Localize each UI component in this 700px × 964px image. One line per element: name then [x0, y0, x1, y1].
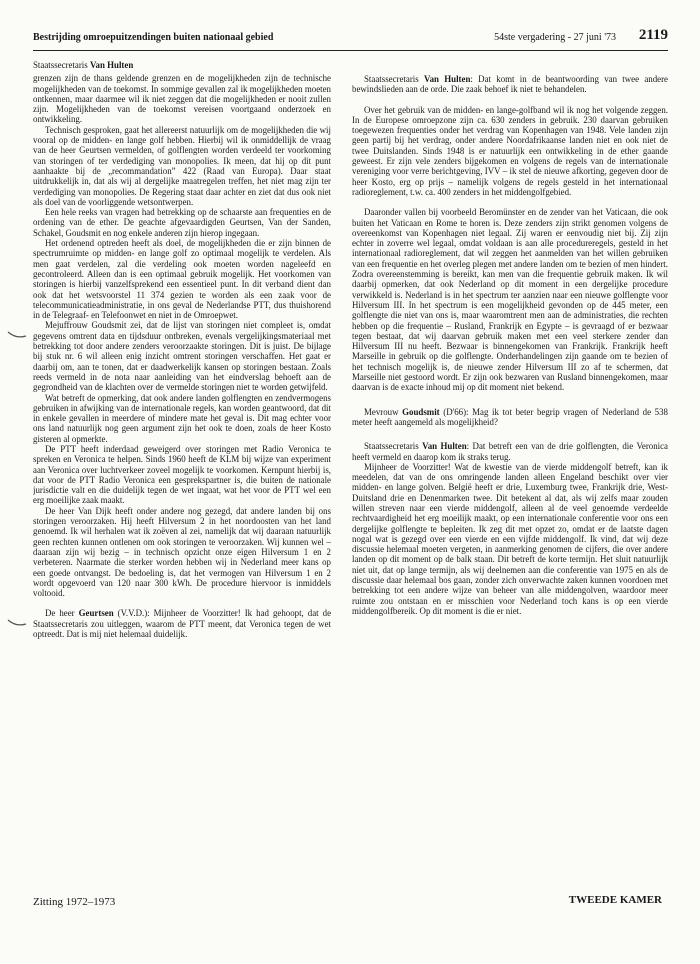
speech-text: (D'66): Mag ik tot beter begrip vragen of Nederland de 538 meter heeft aangemeld als mogelijkheid? — [352, 406, 668, 427]
speaker-intro: De heer — [45, 608, 79, 619]
paragraph: Daaronder vallen bij voorbeeld Beromünster en de zender van het Vaticaan, die ook buiten het Vaticaan en Rome te horen is. Deze zenders zijn strikt genomen volgens de overeenkomst van Kopenhagen niet legaal. Zij waren er eenvoudig niet bij. Zij zijn echter in zoverre wel legaal, omdat voldaan is aan alle procedureregels, gesteld in het internationaal radioreglement, dat wil zeggen het aanmelden van het willen gebruiken van een frequentie en het overleg plegen met andere landen om te bezien of men hindert. Zodra overeenstemming is bereikt, kan men van die frequentie gebruik maken. Ik wil daarbij opmerken, dat ook Nederland op dit moment in een dergelijke procedure verwikkeld is. Nederland is in het spectrum ter aanzien naar een nieuwe golflengte voor Hilversum III. In het spectrum is een mogelijkheid gevonden op de 445 meter, een golflengte die niet van ons is, maar waaromtrent men aan de administraties, die rechten hebben op die frequentie – Rusland, Frankrijk en Egypte – is gevraagd of er bezwaar tegen bestaat, dat wij daarvan gebruik maken met een veel sterkere zender dan Hilversum III nu heeft. Bezwaar is binnengekomen van Frankrijk. Frankrijk heeft Marseille in gebruik op die golflengte. Onderhandelingen zijn gaande om te bezien of het technisch mogelijk is, de nieuwe zender Hilversum III zo af te schermen, dat Marseille niet gestoord wordt. Er zijn ook bezwaren van Rusland binnengekomen, maar daarvan is de exacte inhoud mij op dit moment niet bekend. — [352, 207, 668, 393]
speech-text: (V.V.D.): Mijnheer de Voorzitter! Ik had gehoopt, dat de Staatssecretaris zou uitleggen, waarom de PTT meent, dat Veronica tegen de wet optreedt. Dat is mij niet helemaal duidelijk. — [33, 608, 331, 640]
speaker-paragraph — [352, 407, 668, 428]
chamber-label: TWEEDE KAMER — [568, 894, 662, 906]
speech-text: : Dat komt in de beantwoording van twee andere bewindslieden aan de orde. Die zaak behoef ik niet te behandelen. — [352, 74, 668, 95]
page-number: 2119 — [638, 27, 668, 43]
speaker-name: Van Hulten — [422, 441, 467, 452]
paragraph: Een hele reeks van vragen had betrekking op de schaarste aan frequenties en de ordening van de ether. De geachte afgevaardigden Geurtsen, Van der Sanden, Schakel, Goudsmit en nog enkele anderen zijn hierop ingegaan. — [33, 207, 331, 238]
running-title: Bestrijding omroepuitzendingen buiten nationaal gebied — [33, 32, 274, 43]
margin-tick-mark — [6, 618, 28, 628]
left-column — [33, 60, 331, 890]
paragraph: Mijnheer de Voorzitter! Wat de kwestie van de vierde middengolf betreft, kan ik meedelen, dat van de ons omringende landen alleen Engeland beschikt over vier midden- en lange golven. België heeft er drie, Luxemburg twee, Frankrijk drie, West-Duitsland drie en Denenmarken twee. Dit betekent al dat, als wij zelfs maar zouden willen streven naar een vierde middengolf, alleen al de veel genoemde verdeelde rechtvaardigheid het erg moeilijk maakt, op een internationale conferentie voor ons een dergelijke golflengte te bepleiten. Ik zeg dit met opzet zo, omdat er de laatste dagen nogal wat is gezegd over een vierde en een vijfde middengolf. Ik vind, dat wij deze discussie helemaal moeten vergeten, in aanmerking genomen de cijfers, die over andere landen op dit moment op de balk staan. Dit betreft de korte termijn. Het sluit natuurlijk niet uit, dat op lange termijn, als wij deelnemen aan die conferentie van 1975 en als de discussie daar helemaal bos gaan, zonder zich onverwachte zaken kunnen voordoen met betrekking tot een andere wijze van beheer van alle middengolven, waardoor meer ruimte zou ontstaan en er misschien voor Nederland toch kans is op een vierde middengolfbereik. Op dit moment is die er niet. — [352, 461, 668, 616]
paragraph: grenzen zijn de thans geldende grenzen en de mogelijkheden zijn de technische mogelijkheden van de toekomst. In sommige gevallen zal ik mogelijkheden moeten ontkennen, maar daarmee wil ik niet zeggen dat die mogelijkheden er nooit zullen zijn. Mogelijkheden van de toekomst vereisen voortgaand onderzoek en ontwikkeling. — [33, 73, 331, 125]
speaker-role: Staatssecretaris — [364, 74, 424, 84]
speaker-paragraph — [352, 74, 668, 95]
right-column — [352, 60, 668, 890]
speaker-paragraph — [352, 441, 668, 462]
margin-tick-mark — [6, 330, 28, 340]
session-label: Zitting 1972–1973 — [33, 896, 116, 908]
meeting-info: 54ste vergadering - 27 juni '73 — [494, 32, 616, 43]
speaker-name: Goudsmit — [402, 406, 440, 417]
speech-text: : Dat betreft een van de drie golflengten, die Veronica heeft vermeld en daarop kom ik straks terug. — [352, 441, 668, 462]
paragraph: Technisch gesproken, gaat het allereerst natuurlijk om de mogelijkheden die wij vooral op de midden- en lange golf hebben. Hierbij wil ik onmiddellijk de vraag van de heer Geurtsen vermelden, of golflengten worden verdeeld ter voorkoming van storingen of ter verdediging van monopolies. Ik meen, dat hij op dit punt aanhaakte bij de „recommandation” 422 (Raad van Europa). Daar staat uitdrukkelijk in, dat als wij al dergelijke maatregelen treffen, het niet mag zijn ter verdediging van monopolies. De Regering staat daar achter en ziet dat dus ook niet als doel van de voorliggende wetsontwerpen. — [33, 124, 331, 207]
paragraph: De PTT heeft inderdaad geweigerd over storingen met Radio Veronica te spreken en Veronica te helpen. Sinds 1960 heeft de KLM bij wijze van experiment aan Veronica over luchtverkeer zoveel mogelijk te voorkomen. Kernpunt hierbij is, dat voor de PTT Radio Veronica een gesprekspartner is, die buiten de nationale jurisdictie valt en die duidelijk tegen de wet ingaat, wat het voor de PTT wel een erg moeilijke zaak maakt. — [33, 443, 331, 506]
speaker-name: Geurtsen — [78, 608, 114, 619]
speaker-intro: Mevrouw — [364, 406, 403, 417]
paragraph: Het ordenend optreden heeft als doel, de mogelijkheden die er zijn binnen de spectrumruimte op midden- en lange golf zo optimaal mogelijk te verdelen. Als men gaat verdelen, zal die verdeling ook moeten worden nageleefd en gecontroleerd. Alleen dan is een optimaal gebruik mogelijk. Het voorkomen van storingen is hierbij vanzelfsprekend een essentieel punt. In dit verband dient dan ook dat het wetsvoorstel 11 374 gezien te worden als een zaak voor de telecommunicatieadministratie, in ons geval de Nederlandse PTT, dus thuishorend in de Telegraaf- en Telefoonwet en niet in de Omroepwet. — [33, 238, 331, 321]
page-header — [33, 24, 668, 51]
paragraph: Over het gebruik van de midden- en lange-golfband wil ik nog het volgende zeggen. In de Europese omroepzone zijn ca. 630 zenders in gebruik. 230 daarvan gebruiken toegewezen frequenties onder het verdrag van Kopenhagen van 1948. Vele landen zijn geen partij bij het verdrag, onder andere Noordafrikaanse landen niet en ook niet de twee Duitslanden. Sinds 1948 is er natuurlijk een ontwikkeling in de ether gaande geweest. Er zijn vele zenders bijgekomen en volgens de regels van de internationale vereniging voor verre berichtgeving, IVV – ik stel de nieuwe afkorting, gegeven door de heer Kosto, erg op prijs – namelijk volgens de regels gesteld in het internationaal radioreglement, t.w. ca. 400 zenders in het middengolfgebied. — [352, 104, 668, 197]
speaker-paragraph — [33, 608, 331, 639]
paragraph: Wat betreft de opmerking, dat ook andere landen golflengten en zendvermogens gebruiken in afwijking van de internationale regels, kan worden geantwoord, dat dit in enkele gevallen in meerdere of mindere mate het geval is. Dit mag echter voor ons land natuurlijk nog geen argument zijn het ook te doen, zoals de heer Kosto gisteren al opmerkte. — [33, 392, 331, 444]
speaker-heading — [33, 60, 331, 70]
paragraph: Mejuffrouw Goudsmit zei, dat de lijst van storingen niet compleet is, omdat gegevens omtrent data en tijdsduur ontbreken, evenals vergelijkingsmateriaal met betrekking tot door andere zenders veroorzaakte storingen. Dit is juist. De bijlage bij stuk nr. 6 wil alleen enig inzicht omtrent storingen verschaffen. Het gaat er daarbij om, aan te tonen, dat er daadwerkelijk kansen op storingen bestaan. Zoals reeds vermeld in de nota naar aanleiding van het eindverslag behoeft aan de gegrondheid van de klachten over de vermelde storingen niet te worden getwijfeld. — [33, 320, 331, 393]
speaker-name: Van Hulten — [424, 74, 471, 84]
paragraph: De heer Van Dijk heeft onder andere nog gezegd, dat andere landen bij ons storingen veroorzaken. Hij heeft Hilversum 2 in het noordoosten van het land genoemd. Ik wil herhalen wat ik zoëven al zei, namelijk dat wij daaraan natuurlijk geen rechten kunnen ontlenen om ook storingen te veroorzaken. Wij kunnen wel – daaraan zijn wij bezig – in technisch opzicht onze eigen Hilversum 1 en 2 verbeteren. Naarmate die sterker worden hebben wij in Nederland meer kans op een goede ontvangst. De bedoeling is, dat het vermogen van Hilversum 1 en 2 wordt opgevoerd van 120 naar 300 kWh. De procedure hiervoor is inmiddels voltooid. — [33, 505, 331, 599]
speaker-role: Staatssecretaris — [33, 60, 90, 70]
speaker-name: Van Hulten — [89, 60, 134, 70]
speaker-role: Staatssecretaris — [364, 441, 423, 452]
